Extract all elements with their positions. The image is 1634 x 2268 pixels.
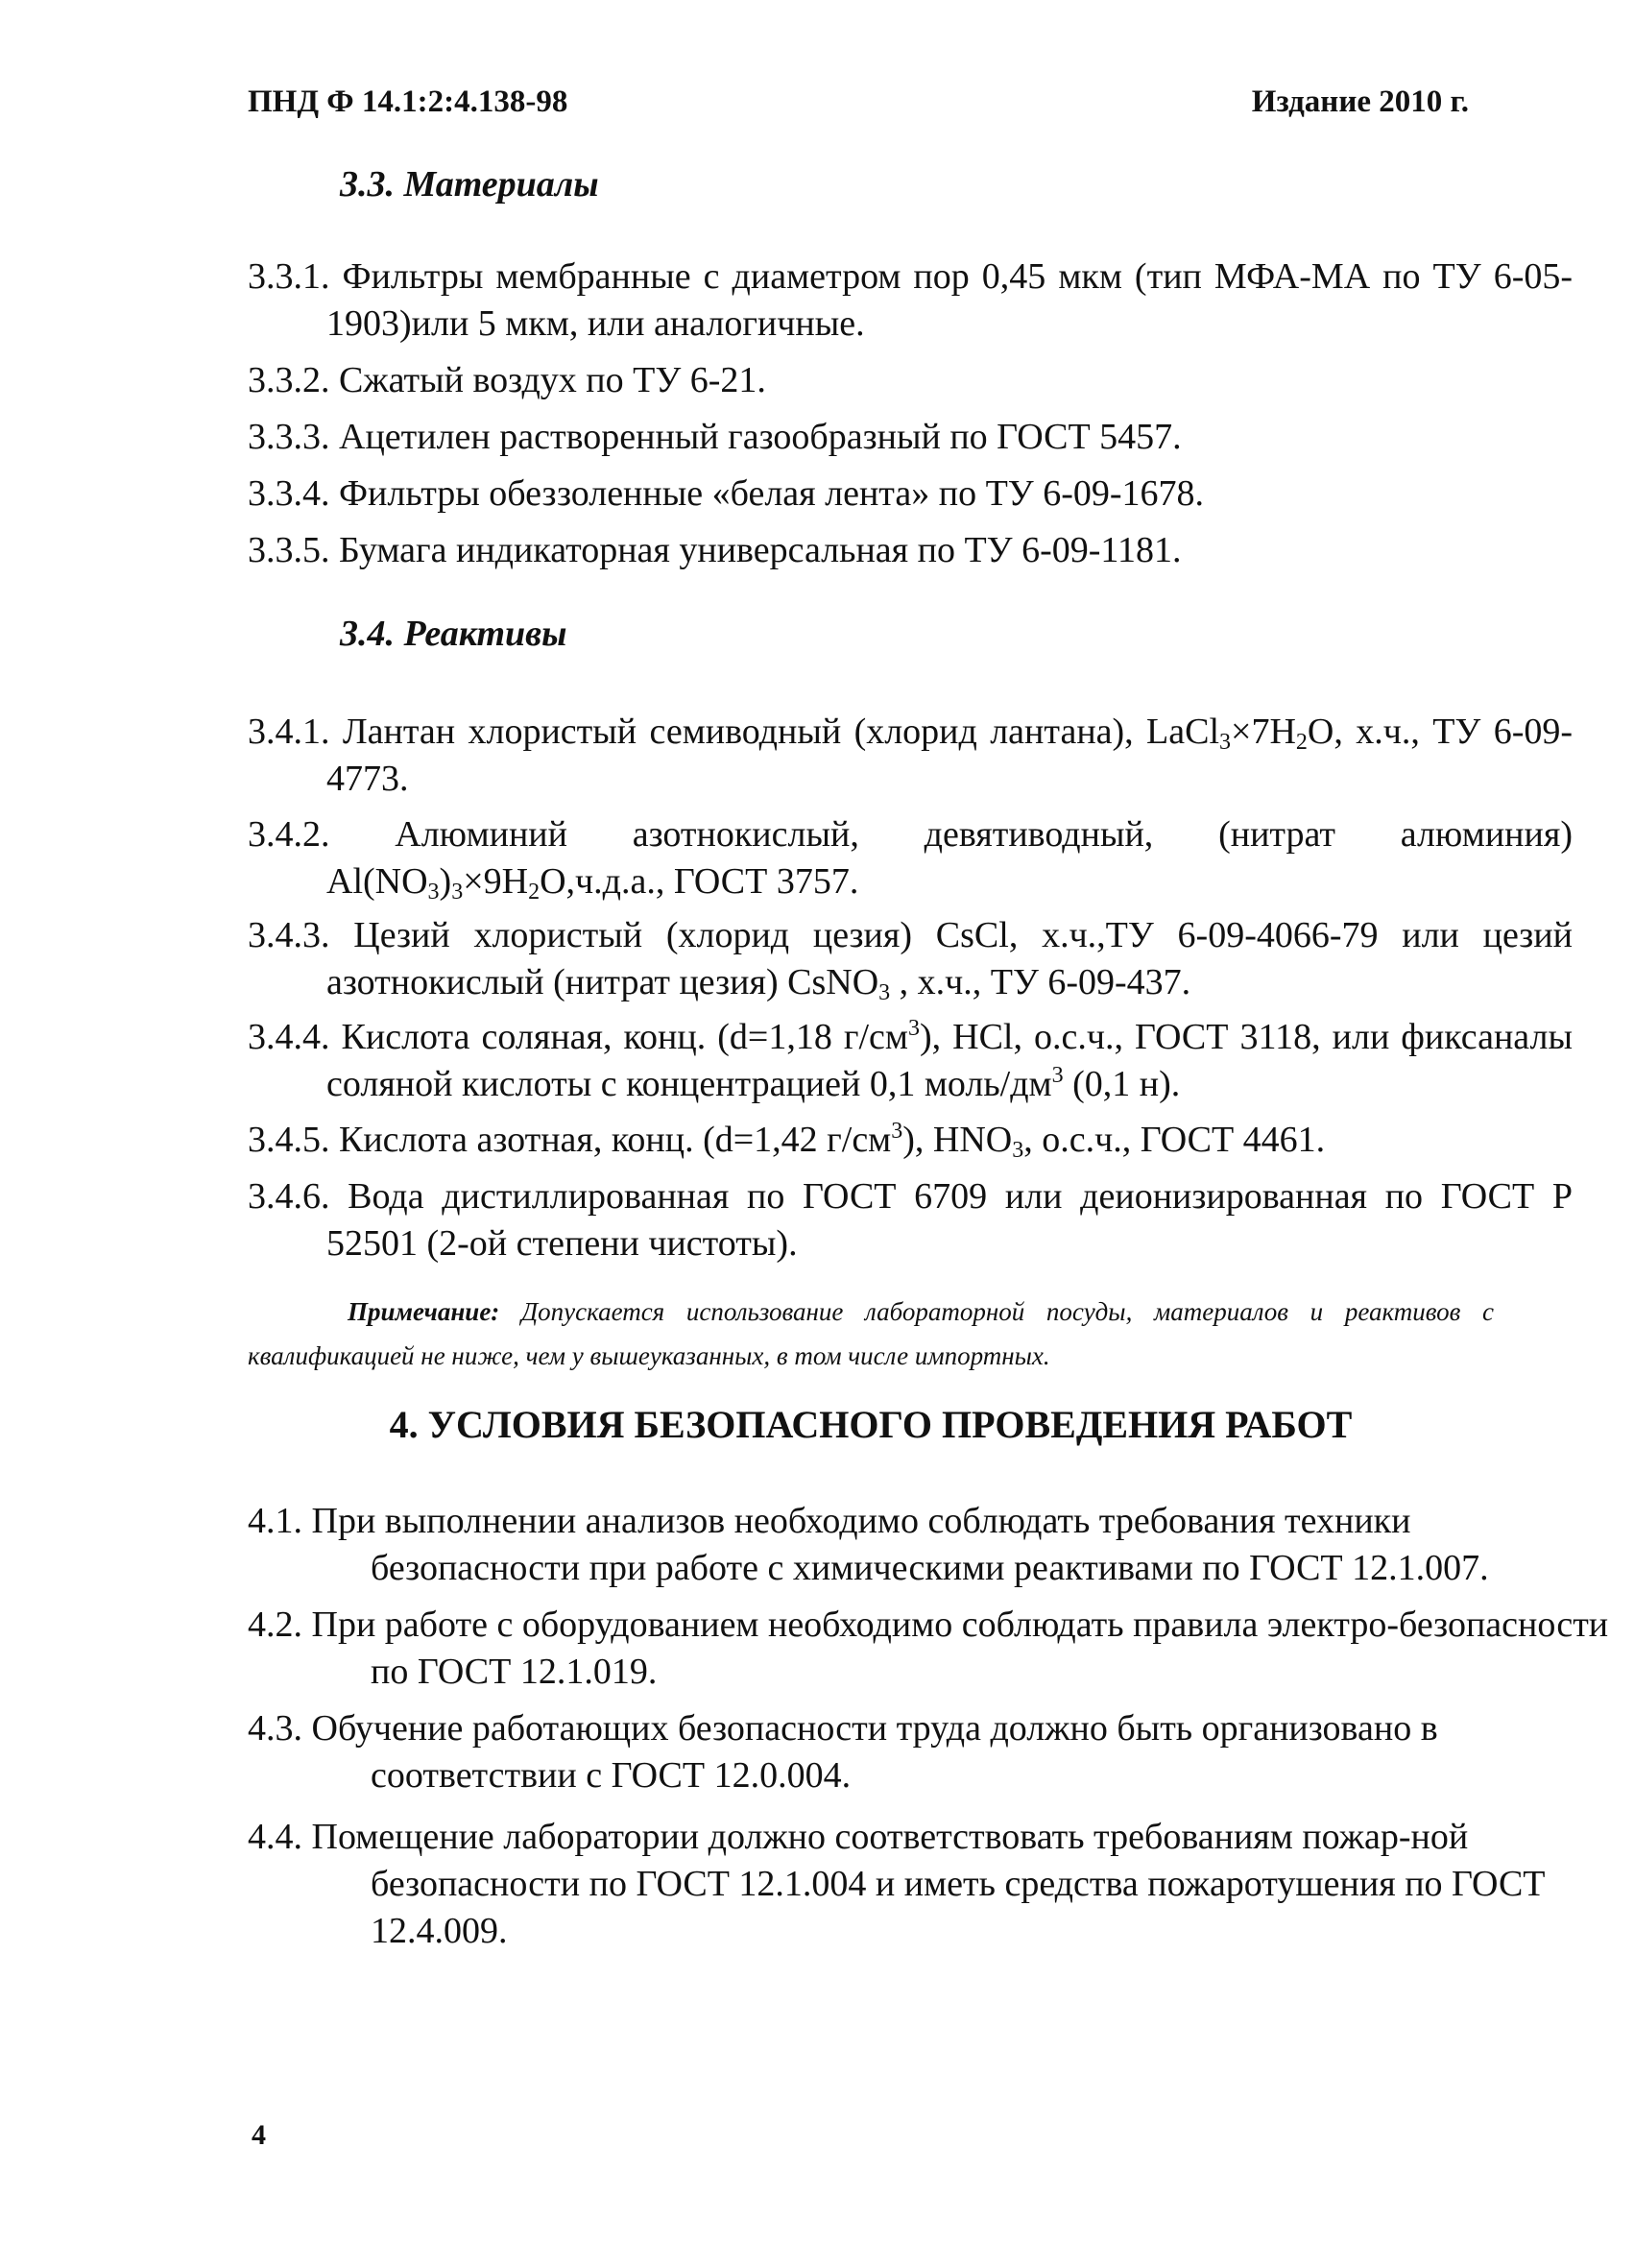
item-number: 3.3.3. bbox=[248, 417, 330, 457]
list-item bbox=[248, 1014, 1573, 1108]
list-item bbox=[248, 1117, 1573, 1164]
item-text: Кислота азотная, конц. (d=1,42 $г/см^3$), $HNO_3$, о.с.ч., ГОСТ 4461. bbox=[339, 1119, 1326, 1163]
list-item bbox=[248, 253, 1573, 348]
document-code: ПНД Ф 14.1:2:4.138-98 bbox=[248, 84, 568, 119]
item-text: Цезий хлористый (хлорид цезия) CsCl, х.ч.,ТУ 6-09-4066-79 или цезий азотнокислый (нитрат цезия) CsNO$_3$ , х.ч., ТУ 6-09-437. bbox=[326, 915, 1573, 1005]
item-text: Вода дистиллированная по ГОСТ 6709 или деионизированная по ГОСТ Р 52501 (2-ой степени чистоты). bbox=[326, 1176, 1573, 1264]
item-number: 3.4.1. bbox=[248, 712, 330, 752]
item-number: 3.4.4. bbox=[248, 1017, 330, 1057]
item-text: Ацетилен растворенный газообразный по ГОСТ 5457. bbox=[339, 417, 1182, 457]
list-item bbox=[248, 1602, 1617, 1696]
item-text: Фильтры мембранные с диаметром пор 0,45 мкм (тип МФА-МА по ТУ 6-05-1903)или 5 мкм, или аналогичные. bbox=[326, 256, 1574, 344]
subsection-title-reagents: 3.4. Реактивы bbox=[340, 614, 567, 654]
item-text: Алюминий азотнокислый, девятиводный, (нитрат алюминия) $Al(NO_3)_3\times 9H_2O,ч.д.а$., ГОСТ 3757. bbox=[326, 814, 1573, 905]
item-number: 4.1. bbox=[248, 1501, 302, 1541]
item-number: 4.3. bbox=[248, 1708, 302, 1749]
item-number: 4.4. bbox=[248, 1817, 302, 1857]
list-item bbox=[248, 527, 1573, 574]
note-label: Примечание: bbox=[348, 1297, 500, 1326]
list-item bbox=[248, 1173, 1573, 1267]
page-number: 4 bbox=[252, 2119, 266, 2151]
item-text: Бумага индикаторная универсальная по ТУ 6-09-1181. bbox=[339, 530, 1182, 570]
item-number: 3.3.4. bbox=[248, 473, 330, 514]
list-item bbox=[248, 1498, 1617, 1592]
item-text: Лантан хлористый семиводный (хлорид лантана), $LaCl_3\times 7H_2O$, х.ч., ТУ 6-09-4773. bbox=[326, 712, 1574, 799]
item-number: 3.3.1. bbox=[248, 256, 330, 297]
note-text: Допускается использование лабораторной посуды, материалов и реактивов с квалификацией не ниже, чем у вышеуказанных, в том числе импортных. bbox=[248, 1297, 1494, 1370]
list-item bbox=[248, 357, 1573, 404]
item-text: При работе с оборудованием необходимо соблюдать правила электро-безопасности по ГОСТ 12.1.019. bbox=[311, 1604, 1609, 1692]
item-number: 3.3.2. bbox=[248, 360, 330, 400]
list-item bbox=[248, 1814, 1617, 1955]
item-number: 4.2. bbox=[248, 1604, 302, 1645]
item-number: 3.4.6. bbox=[248, 1176, 330, 1217]
list-item bbox=[248, 811, 1573, 905]
item-number: 3.3.5. bbox=[248, 530, 330, 570]
item-text: Фильтры обеззоленные «белая лента» по ТУ 6-09-1678. bbox=[339, 473, 1204, 514]
item-number: 3.4.5. bbox=[248, 1120, 330, 1160]
item-text: Помещение лаборатории должно соответствовать требованиям пожар-ной безопасности по ГОСТ 12.1.004 и иметь средства пожаротушения по ГОСТ 12.4.009. bbox=[311, 1817, 1546, 1951]
edition-label: Издание 2010 г. bbox=[1251, 84, 1469, 119]
list-item bbox=[248, 912, 1573, 1006]
item-text: При выполнении анализов необходимо соблюдать требования техники безопасности при работе с химическими реактивами по ГОСТ 12.1.007. bbox=[311, 1501, 1489, 1588]
list-item bbox=[248, 1705, 1617, 1799]
list-item bbox=[248, 414, 1573, 461]
list-item bbox=[248, 470, 1573, 518]
subsection-title-materials: 3.3. Материалы bbox=[340, 164, 599, 205]
page-header bbox=[248, 84, 1469, 131]
item-number: 3.4.3. bbox=[248, 915, 330, 955]
list-item bbox=[248, 709, 1573, 803]
item-text: Кислота соляная, конц. (d=1,18 $г/см^3$), HCl, о.с.ч., ГОСТ 3118, или фиксаналы соляной кислоты с концентрацией 0,1 моль/$дм^3$ (0,1 н). bbox=[326, 1016, 1574, 1104]
note bbox=[248, 1290, 1494, 1378]
item-number: 3.4.2. bbox=[248, 814, 330, 855]
item-text: Обучение работающих безопасности труда должно быть организовано в соответствии с ГОСТ 12.0.004. bbox=[311, 1708, 1438, 1796]
item-text: Сжатый воздух по ТУ 6-21. bbox=[339, 360, 766, 400]
section-title-safety: 4. УСЛОВИЯ БЕЗОПАСНОГО ПРОВЕДЕНИЯ РАБОТ bbox=[389, 1403, 1353, 1446]
